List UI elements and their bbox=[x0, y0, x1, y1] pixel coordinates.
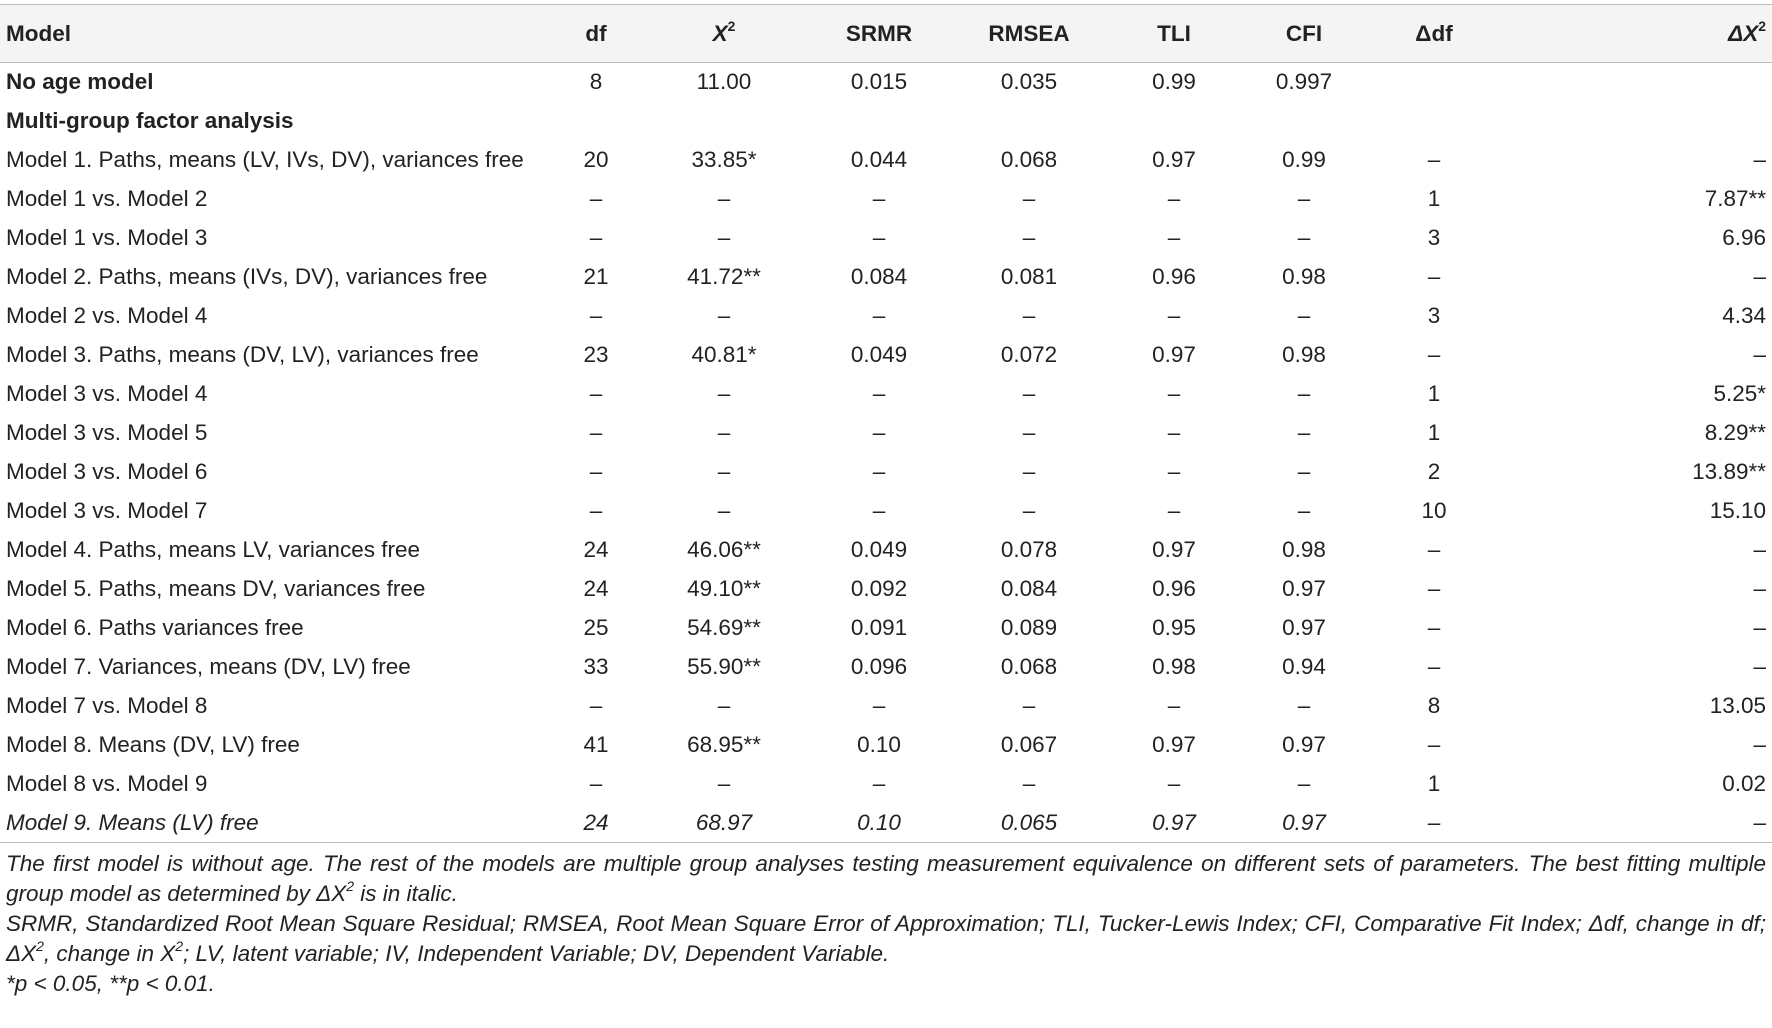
cell-srmr: – bbox=[872, 693, 886, 718]
cell-tli: – bbox=[1167, 771, 1181, 796]
footnote-2-sup-1: 2 bbox=[36, 938, 44, 955]
cell-cfi: 0.97 bbox=[1282, 809, 1326, 835]
cell-model: Model 9. Means (LV) free bbox=[6, 809, 259, 835]
cell-delta-df: 1 bbox=[1427, 420, 1441, 445]
cell-model: Model 1. Paths, means (LV, IVs, DV), variances free bbox=[6, 147, 524, 172]
cell-model: Model 3 vs. Model 4 bbox=[6, 381, 208, 406]
cell-model: Model 3 vs. Model 5 bbox=[6, 420, 208, 445]
cell-df: – bbox=[589, 420, 603, 445]
footnote-1-text: The first model is without age. The rest of the models are multiple group analyses testing measurement equivalence on different sets of parameters. The best fitting multiple group model as determined by ΔX bbox=[6, 851, 1766, 906]
table-row bbox=[0, 804, 1772, 843]
cell-cfi: 0.94 bbox=[1282, 654, 1326, 679]
cell-rmsea: – bbox=[1022, 186, 1036, 211]
cell-model: Model 1 vs. Model 3 bbox=[6, 225, 208, 250]
cell-df: – bbox=[589, 303, 603, 328]
cell-chi-square: 11.00 bbox=[696, 69, 752, 95]
cell-rmsea: – bbox=[1022, 459, 1036, 484]
cell-delta-chi-square: – bbox=[1753, 147, 1766, 172]
cell-chi-square: 33.85* bbox=[691, 147, 757, 172]
cell-delta-chi-square: – bbox=[1753, 537, 1766, 562]
cell-chi-square: 55.90** bbox=[687, 654, 761, 679]
cell-chi-square: 68.97 bbox=[695, 809, 753, 835]
header-delta-chi-square-sup: 2 bbox=[1758, 17, 1766, 34]
cell-rmsea: – bbox=[1022, 693, 1036, 718]
cell-delta-df: 10 bbox=[1421, 498, 1447, 523]
cell-rmsea: 0.068 bbox=[1000, 654, 1058, 679]
table-row bbox=[0, 297, 1772, 336]
cell-delta-df: – bbox=[1427, 732, 1441, 757]
cell-model: Model 1 vs. Model 2 bbox=[6, 186, 208, 211]
cell-delta-chi-square: 13.89** bbox=[1692, 459, 1766, 484]
cell-cfi: 0.97 bbox=[1282, 615, 1326, 640]
cell-tli: 0.97 bbox=[1152, 342, 1196, 367]
cell-cfi: 0.97 bbox=[1282, 576, 1326, 601]
cell-cfi: – bbox=[1297, 303, 1311, 328]
cell-srmr: – bbox=[872, 186, 886, 211]
cell-cfi: 0.97 bbox=[1282, 732, 1326, 757]
footnote-1-sup: 2 bbox=[346, 878, 355, 895]
cell-tli: 0.97 bbox=[1152, 809, 1196, 835]
cell-df: 24 bbox=[583, 809, 609, 835]
cell-rmsea: 0.072 bbox=[1000, 342, 1058, 367]
footnote-2-sup-2: 2 bbox=[175, 938, 183, 955]
header-model: Model bbox=[6, 20, 71, 46]
cell-rmsea: 0.065 bbox=[1000, 809, 1058, 835]
cell-tli: – bbox=[1167, 420, 1181, 445]
table-body bbox=[0, 63, 1772, 843]
cell-delta-chi-square: – bbox=[1753, 809, 1766, 835]
cell-model: Model 7. Variances, means (DV, LV) free bbox=[6, 654, 411, 679]
cell-chi-square: 49.10** bbox=[687, 576, 761, 601]
cell-rmsea: 0.084 bbox=[1000, 576, 1058, 601]
cell-model: No age model bbox=[6, 69, 154, 95]
cell-delta-chi-square bbox=[1504, 63, 1772, 102]
cell-delta-df: – bbox=[1427, 147, 1441, 172]
footnote-1-tail: is in italic. bbox=[354, 881, 458, 906]
cell-chi-square bbox=[644, 102, 804, 141]
table-row bbox=[0, 492, 1772, 531]
footnote-2-text: SRMR, Standardized Root Mean Square Residual; RMSEA, Root Mean Square Error of Approximation; TLI, Tucker-Lewis Index; CFI, Comparative Fit Index; Δdf, change in df; ΔX bbox=[6, 911, 1766, 966]
cell-tli: 0.99 bbox=[1152, 69, 1196, 95]
cell-delta-chi-square: 13.05 bbox=[1709, 693, 1766, 718]
cell-delta-chi-square: – bbox=[1753, 576, 1766, 601]
header-cfi: CFI bbox=[1285, 20, 1323, 46]
cell-srmr: – bbox=[872, 771, 886, 796]
cell-rmsea: 0.067 bbox=[1000, 732, 1058, 757]
header-row bbox=[0, 5, 1772, 63]
cell-cfi: – bbox=[1297, 381, 1311, 406]
cell-chi-square: – bbox=[717, 771, 731, 796]
footnote-italic-explanation bbox=[6, 849, 1766, 909]
cell-rmsea: – bbox=[1022, 498, 1036, 523]
footnote-abbreviations bbox=[6, 909, 1766, 969]
cell-tli: – bbox=[1167, 225, 1181, 250]
cell-model: Multi-group factor analysis bbox=[6, 108, 294, 133]
cell-model: Model 2 vs. Model 4 bbox=[6, 303, 208, 328]
cell-delta-df: 8 bbox=[1427, 693, 1441, 718]
cell-chi-square: – bbox=[717, 420, 731, 445]
cell-delta-chi-square: – bbox=[1753, 264, 1766, 289]
cell-chi-square: – bbox=[717, 303, 731, 328]
cell-rmsea: 0.068 bbox=[1000, 147, 1058, 172]
cell-delta-df: 1 bbox=[1427, 771, 1441, 796]
cell-srmr: – bbox=[872, 225, 886, 250]
table-row bbox=[0, 180, 1772, 219]
table-row bbox=[0, 765, 1772, 804]
cell-tli: 0.96 bbox=[1152, 576, 1196, 601]
cell-df: – bbox=[589, 693, 603, 718]
cell-df: 33 bbox=[583, 654, 609, 679]
cell-rmsea: – bbox=[1022, 771, 1036, 796]
cell-cfi: 0.997 bbox=[1275, 69, 1333, 95]
table-row bbox=[0, 141, 1772, 180]
cell-delta-chi-square: – bbox=[1753, 654, 1766, 679]
cell-tli: 0.96 bbox=[1152, 264, 1196, 289]
cell-tli: 0.97 bbox=[1152, 147, 1196, 172]
cell-tli: – bbox=[1167, 693, 1181, 718]
cell-delta-df: 1 bbox=[1427, 186, 1441, 211]
cell-tli: – bbox=[1167, 186, 1181, 211]
header-srmr: SRMR bbox=[845, 20, 913, 46]
cell-delta-df: – bbox=[1427, 537, 1441, 562]
cell-cfi: 0.99 bbox=[1282, 147, 1326, 172]
cell-tli: 0.97 bbox=[1152, 732, 1196, 757]
cell-df: 23 bbox=[583, 342, 609, 367]
cell-chi-square: 46.06** bbox=[687, 537, 761, 562]
header-delta-chi-square-symbol: ΔX bbox=[1728, 20, 1759, 46]
table-row bbox=[0, 219, 1772, 258]
cell-model: Model 3 vs. Model 6 bbox=[6, 459, 208, 484]
header-tli: TLI bbox=[1157, 20, 1191, 46]
cell-delta-chi-square: – bbox=[1753, 615, 1766, 640]
cell-model: Model 6. Paths variances free bbox=[6, 615, 304, 640]
cell-df: 24 bbox=[583, 537, 609, 562]
header-df: df bbox=[585, 20, 607, 46]
cell-chi-square: – bbox=[717, 225, 731, 250]
cell-df: 21 bbox=[583, 264, 609, 289]
cell-tli: 0.98 bbox=[1152, 654, 1196, 679]
cell-delta-df: 1 bbox=[1427, 381, 1441, 406]
cell-delta-chi-square: 4.34 bbox=[1722, 303, 1766, 328]
cell-chi-square: – bbox=[717, 186, 731, 211]
header-rmsea: RMSEA bbox=[988, 20, 1070, 46]
cell-srmr: 0.015 bbox=[850, 69, 908, 95]
cell-cfi: – bbox=[1297, 459, 1311, 484]
cell-delta-chi-square: – bbox=[1753, 732, 1766, 757]
cell-srmr: 0.049 bbox=[850, 342, 908, 367]
cell-model: Model 7 vs. Model 8 bbox=[6, 693, 208, 718]
cell-rmsea: 0.081 bbox=[1000, 264, 1058, 289]
cell-delta-chi-square: 0.02 bbox=[1722, 771, 1766, 796]
cell-df: – bbox=[589, 459, 603, 484]
cell-srmr: – bbox=[872, 459, 886, 484]
cell-tli: – bbox=[1167, 381, 1181, 406]
cell-delta-df: 3 bbox=[1427, 303, 1441, 328]
cell-df: 41 bbox=[583, 732, 609, 757]
cell-rmsea: – bbox=[1022, 225, 1036, 250]
footnote-2-mid: , change in X bbox=[43, 941, 176, 966]
cell-model: Model 5. Paths, means DV, variances free bbox=[6, 576, 426, 601]
cell-model: Model 4. Paths, means LV, variances free bbox=[6, 537, 420, 562]
table-row bbox=[0, 414, 1772, 453]
cell-model: Model 2. Paths, means (IVs, DV), variances free bbox=[6, 264, 488, 289]
cell-delta-chi-square: – bbox=[1753, 342, 1766, 367]
cell-cfi: – bbox=[1297, 420, 1311, 445]
cell-delta-chi-square: 8.29** bbox=[1704, 420, 1766, 445]
cell-delta-chi-square: 15.10 bbox=[1709, 498, 1766, 523]
cell-df: – bbox=[589, 225, 603, 250]
cell-srmr: 0.10 bbox=[857, 809, 901, 835]
table-row bbox=[0, 531, 1772, 570]
table-row bbox=[0, 336, 1772, 375]
cell-chi-square: – bbox=[717, 381, 731, 406]
cell-delta-chi-square: 5.25* bbox=[1713, 381, 1766, 406]
cell-delta-df: – bbox=[1427, 264, 1441, 289]
cell-cfi: 0.98 bbox=[1282, 264, 1326, 289]
cell-delta-df bbox=[1364, 63, 1504, 102]
cell-srmr: – bbox=[872, 303, 886, 328]
cell-srmr bbox=[804, 102, 954, 141]
table-row bbox=[0, 63, 1772, 102]
cell-cfi: – bbox=[1297, 771, 1311, 796]
cell-cfi: – bbox=[1297, 186, 1311, 211]
cell-tli: 0.97 bbox=[1152, 537, 1196, 562]
cell-delta-chi-square bbox=[1504, 102, 1772, 141]
cell-rmsea: – bbox=[1022, 381, 1036, 406]
cell-delta-df: – bbox=[1427, 809, 1441, 835]
cell-model: Model 3. Paths, means (DV, LV), variances free bbox=[6, 342, 479, 367]
cell-srmr: 0.049 bbox=[850, 537, 908, 562]
cell-delta-df: – bbox=[1427, 576, 1441, 601]
table-row bbox=[0, 258, 1772, 297]
cell-rmsea: 0.089 bbox=[1000, 615, 1058, 640]
header-chi-square-sup: 2 bbox=[727, 17, 736, 34]
cell-tli: – bbox=[1167, 498, 1181, 523]
cell-tli: – bbox=[1167, 459, 1181, 484]
cell-srmr: 0.10 bbox=[857, 732, 901, 757]
cell-df: – bbox=[589, 186, 603, 211]
table-row bbox=[0, 687, 1772, 726]
cell-srmr: – bbox=[872, 381, 886, 406]
cell-tli: 0.95 bbox=[1152, 615, 1196, 640]
cell-delta-df: 2 bbox=[1427, 459, 1441, 484]
cell-chi-square: 54.69** bbox=[687, 615, 761, 640]
footnote-2-tail: ; LV, latent variable; IV, Independent Variable; DV, Dependent Variable. bbox=[182, 941, 890, 966]
header-delta-df: Δdf bbox=[1415, 20, 1453, 46]
cell-df: – bbox=[589, 771, 603, 796]
cell-df bbox=[548, 102, 644, 141]
cell-tli bbox=[1104, 102, 1244, 141]
cell-chi-square: – bbox=[717, 498, 731, 523]
cell-chi-square: – bbox=[717, 459, 731, 484]
cell-cfi: – bbox=[1297, 693, 1311, 718]
table-row bbox=[0, 375, 1772, 414]
table-row bbox=[0, 726, 1772, 765]
cell-model: Model 8. Means (DV, LV) free bbox=[6, 732, 300, 757]
cell-rmsea: 0.078 bbox=[1000, 537, 1058, 562]
header-chi-square bbox=[644, 5, 804, 63]
cell-srmr: 0.091 bbox=[850, 615, 908, 640]
cell-delta-df: – bbox=[1427, 654, 1441, 679]
table-row bbox=[0, 102, 1772, 141]
cell-tli: – bbox=[1167, 303, 1181, 328]
cell-delta-chi-square: 7.87** bbox=[1704, 186, 1766, 211]
cell-model: Model 3 vs. Model 7 bbox=[6, 498, 208, 523]
cell-cfi bbox=[1244, 102, 1364, 141]
cell-delta-df: 3 bbox=[1427, 225, 1441, 250]
table-row bbox=[0, 648, 1772, 687]
cell-srmr: 0.092 bbox=[850, 576, 908, 601]
cell-srmr: 0.096 bbox=[850, 654, 908, 679]
cell-chi-square: 40.81* bbox=[691, 342, 757, 367]
cell-chi-square: 68.95** bbox=[687, 732, 761, 757]
cell-cfi: – bbox=[1297, 498, 1311, 523]
cell-srmr: – bbox=[872, 498, 886, 523]
cell-df: 25 bbox=[583, 615, 609, 640]
cell-srmr: – bbox=[872, 420, 886, 445]
cell-chi-square: 41.72** bbox=[687, 264, 761, 289]
cell-df: 24 bbox=[583, 576, 609, 601]
cell-rmsea bbox=[954, 102, 1104, 141]
table-row bbox=[0, 609, 1772, 648]
cell-rmsea: – bbox=[1022, 420, 1036, 445]
cell-df: – bbox=[589, 381, 603, 406]
model-fit-table bbox=[0, 4, 1772, 843]
cell-cfi: – bbox=[1297, 225, 1311, 250]
footnote-significance: *p < 0.05, **p < 0.01. bbox=[6, 971, 215, 996]
table-footnotes bbox=[6, 849, 1766, 999]
cell-df: 8 bbox=[589, 69, 603, 95]
cell-df: – bbox=[589, 498, 603, 523]
cell-srmr: 0.084 bbox=[850, 264, 908, 289]
cell-df: 20 bbox=[583, 147, 609, 172]
cell-rmsea: – bbox=[1022, 303, 1036, 328]
cell-model: Model 8 vs. Model 9 bbox=[6, 771, 208, 796]
cell-cfi: 0.98 bbox=[1282, 342, 1326, 367]
cell-srmr: 0.044 bbox=[850, 147, 908, 172]
table-row bbox=[0, 570, 1772, 609]
table-row bbox=[0, 453, 1772, 492]
cell-delta-df: – bbox=[1427, 342, 1441, 367]
cell-delta-chi-square: 6.96 bbox=[1722, 225, 1766, 250]
cell-delta-df bbox=[1364, 102, 1504, 141]
cell-cfi: 0.98 bbox=[1282, 537, 1326, 562]
table-header bbox=[0, 5, 1772, 63]
cell-rmsea: 0.035 bbox=[1000, 69, 1058, 95]
header-chi-square-symbol: X bbox=[712, 20, 728, 46]
cell-chi-square: – bbox=[717, 693, 731, 718]
header-delta-chi-square bbox=[1504, 5, 1772, 63]
cell-delta-df: – bbox=[1427, 615, 1441, 640]
